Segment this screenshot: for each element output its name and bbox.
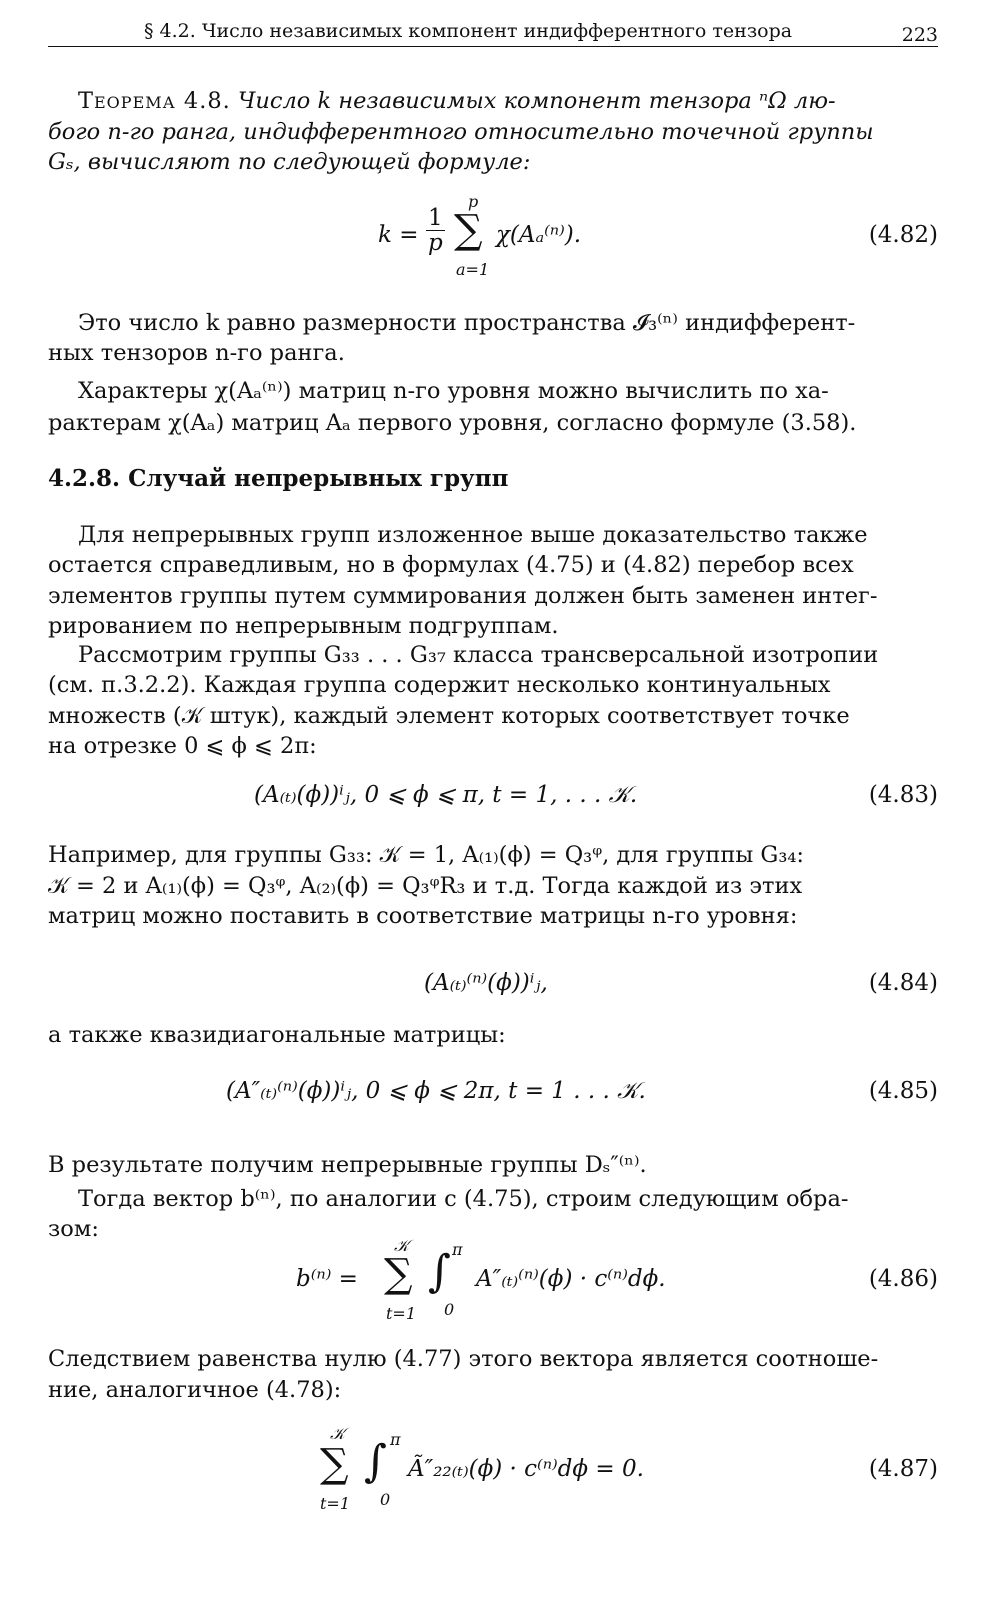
paragraph-2-line-2: рактерам χ(Aₐ) матриц Aₐ первого уровня, согласно формуле (3.58). [48, 410, 857, 436]
eq487-sum-sign: ∑ [320, 1441, 349, 1487]
paragraph-9-line-2: ние, аналогичное (4.78): [48, 1376, 342, 1403]
paragraph-1-line-1: Это число k равно размерности пространства 𝓘₃⁽ⁿ⁾ индифферент- [78, 310, 856, 336]
paragraph-8 [48, 1184, 938, 1215]
eq482-fraction [426, 206, 445, 255]
eq483-number: (4.83) [868, 782, 938, 808]
theorem-4-8 [48, 86, 938, 178]
eq486-sum-bottom: t=1 [386, 1304, 417, 1323]
paragraph-5 [48, 840, 938, 932]
paragraph-4-line-4: на отрезке 0 ⩽ ϕ ⩽ 2π: [48, 733, 317, 759]
paragraph-9-line-1: Следствием равенства нулю (4.77) этого вектора является соотноше- [48, 1346, 879, 1372]
eq485-number: (4.85) [868, 1078, 938, 1104]
paragraph-6 [48, 1020, 938, 1051]
eq487-number: (4.87) [868, 1456, 938, 1482]
theorem-line-3: Gₛ, вычисляют по следующей формуле: [48, 149, 531, 175]
running-head [48, 18, 938, 47]
paragraph-7 [48, 1150, 938, 1181]
paragraph-8-line-1: Тогда вектор b⁽ⁿ⁾, по аналогии с (4.75), строим следующим обра- [78, 1186, 849, 1212]
equation-4-83 [48, 782, 938, 822]
eq485-body: (A″₍ₜ₎⁽ⁿ⁾(ϕ))ⁱⱼ, 0 ⩽ ϕ ⩽ 2π, t = 1 . . . 𝒦. [226, 1078, 646, 1104]
paragraph-7-line-1: В результате получим непрерывные группы Dₛ″⁽ⁿ⁾. [48, 1152, 647, 1178]
equation-4-82 [48, 192, 938, 280]
paragraph-3 [48, 520, 938, 551]
eq486-int-top: π [452, 1240, 463, 1259]
eq487-body: Ã″₂₂₍ₜ₎(ϕ) · c⁽ⁿ⁾dϕ = 0. [408, 1456, 644, 1482]
paragraph-5-line-2: 𝒦 = 2 и A₍₁₎(ϕ) = Q₃ᵠ, A₍₂₎(ϕ) = Q₃ᵠR₃ и т.д. Тогда каждой из этих [48, 872, 803, 899]
eq486-sum-sign: ∑ [384, 1251, 413, 1297]
paragraph-2-line-1: Характеры χ(Aₐ⁽ⁿ⁾) матриц n-го уровня можно вычислить по ха- [78, 378, 829, 404]
eq486-lhs: b⁽ⁿ⁾ = [296, 1266, 358, 1292]
page [48, 0, 938, 1601]
paragraph-1-line-2: ных тензоров n-го ранга. [48, 340, 345, 366]
equation-4-84 [48, 970, 938, 1010]
eq486-integral-sign: ∫ [428, 1246, 451, 1297]
eq482-sum-top: p [468, 192, 479, 211]
paragraph-8-line-2: зом: [48, 1216, 99, 1242]
paragraph-2 [48, 376, 938, 407]
paragraph-9 [48, 1344, 938, 1405]
eq487-integral-sign: ∫ [364, 1436, 387, 1487]
paragraph-4 [48, 640, 938, 671]
section-title: Случай непрерывных групп [128, 465, 509, 492]
eq482-frac-num: 1 [428, 205, 443, 231]
section-number: 4.2.8. [48, 465, 121, 492]
eq486-int-bottom: 0 [444, 1300, 455, 1319]
paragraph-4-line-3: множеств (𝒦 штук), каждый элемент которых соответствует точке [48, 702, 850, 729]
theorem-label: Теорема 4.8. [78, 88, 231, 114]
paragraph-3-line-3: элементов группы путем суммирования должен быть заменен интег- [48, 582, 878, 609]
eq483-body: (A₍ₜ₎(ϕ))ⁱⱼ, 0 ⩽ ϕ ⩽ π, t = 1, . . . 𝒦. [254, 782, 638, 808]
paragraph-3-line-1: Для непрерывных групп изложенное выше доказательство также [78, 522, 868, 548]
theorem-line-1: Число k независимых компонент тензора ⁿΩ лю- [238, 88, 836, 114]
equation-4-87 [48, 1424, 938, 1514]
eq482-sum-bottom: a=1 [456, 260, 490, 279]
paragraph-5-line-1: Например, для группы G₃₃: 𝒦 = 1, A₍₁₎(ϕ) = Q₃ᵠ, для группы G₃₄: [48, 842, 804, 868]
section-heading [48, 464, 938, 495]
eq487-sum-top: 𝒦 [330, 1424, 345, 1443]
eq487-sum-bottom: t=1 [320, 1494, 351, 1513]
eq482-body: χ(Aₐ⁽ⁿ⁾). [496, 222, 582, 248]
eq486-number: (4.86) [868, 1266, 938, 1292]
theorem-line-2: бого n-го ранга, индифферентного относительно точечной группы [48, 118, 874, 145]
eq482-lhs: k = [378, 222, 419, 248]
eq482-frac-den: p [427, 230, 443, 256]
eq487-int-top: π [390, 1430, 401, 1449]
eq486-sum-top: 𝒦 [394, 1236, 409, 1255]
paragraph-6-line-1: а также квазидиагональные матрицы: [48, 1022, 506, 1048]
paragraph-5-line-3: матриц можно поставить в соответствие матрицы n-го уровня: [48, 903, 798, 929]
paragraph-4-line-1: Рассмотрим группы G₃₃ . . . G₃₇ класса трансверсальной изотропии [78, 642, 879, 668]
equation-4-85 [48, 1078, 938, 1118]
eq486-body: A″₍ₜ₎⁽ⁿ⁾(ϕ) · c⁽ⁿ⁾dϕ. [476, 1266, 666, 1292]
paragraph-3-line-2: остается справедливым, но в формулах (4.75) и (4.82) перебор всех [48, 552, 854, 578]
eq482-sum-sign: ∑ [454, 207, 483, 253]
running-head-title: § 4.2. Число независимых компонент индифферентного тензора [144, 20, 793, 42]
equation-4-86 [48, 1236, 938, 1326]
paragraph-1 [48, 308, 938, 339]
paragraph-3-line-4: рированием по непрерывным подгруппам. [48, 613, 559, 639]
eq487-int-bottom: 0 [380, 1490, 391, 1509]
paragraph-4-line-2: (см. п.3.2.2). Каждая группа содержит несколько континуальных [48, 672, 831, 698]
eq484-body: (A₍ₜ₎⁽ⁿ⁾(ϕ))ⁱⱼ, [424, 970, 548, 996]
eq484-number: (4.84) [868, 970, 938, 996]
eq482-number: (4.82) [868, 222, 938, 248]
page-number: 223 [901, 24, 938, 46]
